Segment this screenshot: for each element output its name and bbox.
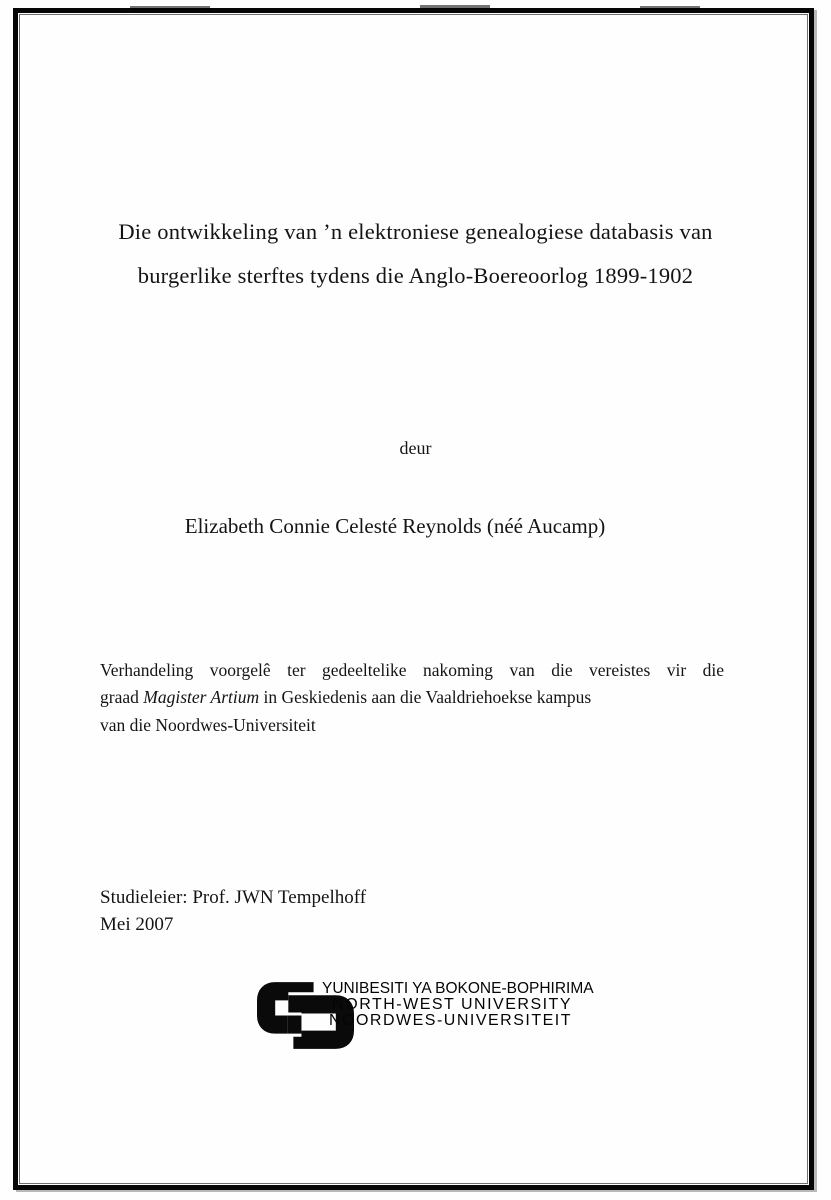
declaration-paragraph bbox=[100, 657, 724, 739]
thesis-title-line1: Die ontwikkeling van ’n elektroniese genealogiese databasis van bbox=[118, 219, 713, 244]
scan-artifact bbox=[640, 6, 700, 10]
date-line: Mei 2007 bbox=[100, 914, 174, 935]
declaration-line1: Verhandeling voorgelê ter gedeeltelike nakoming van die vereistes vir die bbox=[100, 660, 724, 680]
degree-name: Magister Artium bbox=[143, 687, 260, 708]
author-name: Elizabeth Connie Celesté Reynolds (néé Aucamp) bbox=[184, 514, 606, 538]
university-logo-text bbox=[322, 980, 594, 1029]
byline: deur bbox=[399, 438, 432, 458]
declaration-line2: graad Magister Artium in Geskiedenis aan die Vaaldriehoekse kampus bbox=[100, 687, 592, 708]
logo-text-english: NORTH-WEST UNIVERSITY bbox=[332, 996, 572, 1013]
university-logo bbox=[257, 980, 594, 1050]
thesis-title bbox=[0, 210, 831, 298]
logo-text-afrikaans: NOORDWES-UNIVERSITEIT bbox=[328, 1012, 572, 1029]
thesis-title-line2: burgerlike sterftes tydens die Anglo-Boereoorlog 1899-1902 bbox=[137, 263, 694, 288]
scan-artifact bbox=[420, 5, 490, 9]
logo-text-setswana: YUNIBESITI YA BOKONE-BOPHIRIMA bbox=[322, 980, 594, 997]
scan-artifact bbox=[130, 6, 210, 10]
supervisor-block bbox=[100, 884, 366, 938]
supervisor-line: Studieleier: Prof. JWN Tempelhoff bbox=[100, 887, 367, 908]
declaration-line3: van die Noordwes-Universiteit bbox=[100, 714, 316, 735]
